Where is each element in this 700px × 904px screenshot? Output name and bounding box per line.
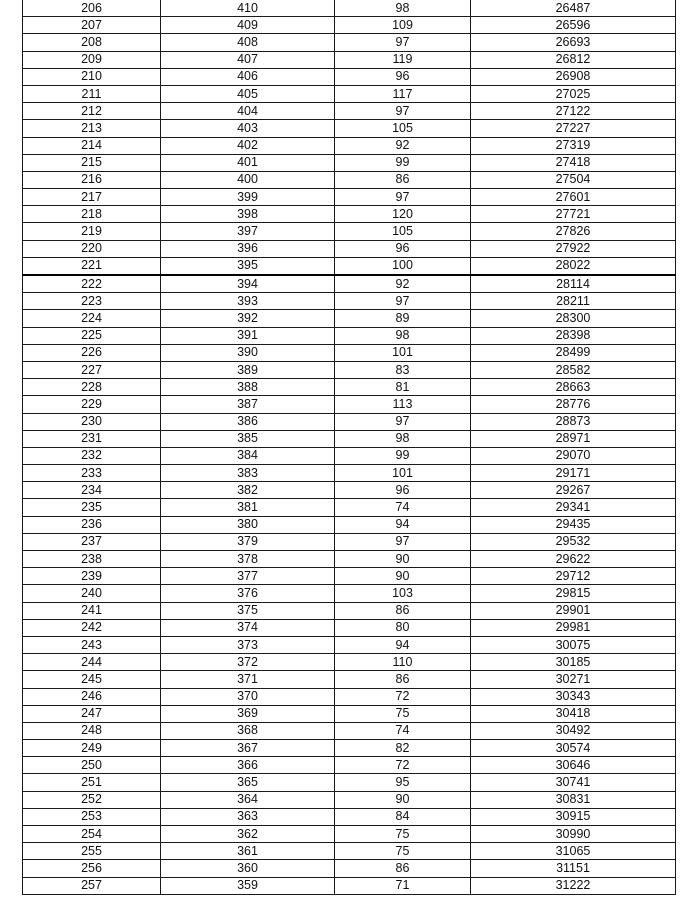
score-cell: 362: [161, 826, 335, 843]
score-cell: 393: [161, 293, 335, 310]
cumulative-cell: 27721: [471, 206, 676, 223]
rank-cell: 238: [23, 551, 161, 568]
table-row: [23, 757, 676, 774]
table-row: [23, 705, 676, 722]
cumulative-cell: 27319: [471, 137, 676, 154]
cumulative-cell: 28663: [471, 379, 676, 396]
count-cell: 92: [335, 275, 471, 293]
score-cell: 406: [161, 68, 335, 85]
count-cell: 90: [335, 791, 471, 808]
table-row: [23, 585, 676, 602]
score-cell: 409: [161, 17, 335, 34]
score-cell: 400: [161, 171, 335, 188]
table-row: [23, 551, 676, 568]
table-row: [23, 361, 676, 378]
table-row: [23, 826, 676, 843]
score-cell: 367: [161, 740, 335, 757]
cumulative-cell: 30831: [471, 791, 676, 808]
cumulative-cell: 28022: [471, 257, 676, 275]
score-cell: 386: [161, 413, 335, 430]
count-cell: 86: [335, 860, 471, 877]
score-cell: 392: [161, 310, 335, 327]
score-cell: 383: [161, 465, 335, 482]
cumulative-cell: 29435: [471, 516, 676, 533]
rank-cell: 239: [23, 568, 161, 585]
cumulative-cell: 26596: [471, 17, 676, 34]
table-row: [23, 137, 676, 154]
count-cell: 105: [335, 120, 471, 137]
rank-cell: 249: [23, 740, 161, 757]
count-cell: 97: [335, 103, 471, 120]
rank-cell: 223: [23, 293, 161, 310]
cumulative-cell: 29171: [471, 465, 676, 482]
cumulative-cell: 27227: [471, 120, 676, 137]
score-cell: 391: [161, 327, 335, 344]
cumulative-cell: 26693: [471, 34, 676, 51]
table-row: [23, 688, 676, 705]
table-row: [23, 722, 676, 739]
score-cell: 373: [161, 636, 335, 653]
count-cell: 84: [335, 808, 471, 825]
table-row: [23, 791, 676, 808]
table-row: [23, 0, 676, 17]
table-row: [23, 223, 676, 240]
rank-cell: 233: [23, 465, 161, 482]
cumulative-cell: 29532: [471, 533, 676, 550]
count-cell: 99: [335, 154, 471, 171]
rank-cell: 257: [23, 877, 161, 894]
table-row: [23, 808, 676, 825]
rank-cell: 209: [23, 51, 161, 68]
count-cell: 72: [335, 688, 471, 705]
rank-cell: 230: [23, 413, 161, 430]
count-cell: 74: [335, 499, 471, 516]
count-cell: 96: [335, 68, 471, 85]
score-cell: 395: [161, 257, 335, 275]
table-row: [23, 516, 676, 533]
cumulative-cell: 30271: [471, 671, 676, 688]
count-cell: 83: [335, 361, 471, 378]
count-cell: 94: [335, 636, 471, 653]
rank-cell: 213: [23, 120, 161, 137]
cumulative-cell: 30075: [471, 636, 676, 653]
table-row: [23, 568, 676, 585]
count-cell: 97: [335, 413, 471, 430]
score-cell: 404: [161, 103, 335, 120]
score-cell: 385: [161, 430, 335, 447]
score-cell: 359: [161, 877, 335, 894]
score-cell: 366: [161, 757, 335, 774]
table-row: [23, 877, 676, 894]
cumulative-cell: 30418: [471, 705, 676, 722]
score-cell: 368: [161, 722, 335, 739]
table-row: [23, 860, 676, 877]
rank-cell: 232: [23, 447, 161, 464]
cumulative-cell: 29622: [471, 551, 676, 568]
table-row: [23, 51, 676, 68]
count-cell: 97: [335, 293, 471, 310]
cumulative-cell: 30915: [471, 808, 676, 825]
table-row: [23, 636, 676, 653]
count-cell: 82: [335, 740, 471, 757]
score-cell: 398: [161, 206, 335, 223]
count-cell: 97: [335, 189, 471, 206]
count-cell: 86: [335, 671, 471, 688]
table-row: [23, 774, 676, 791]
count-cell: 98: [335, 0, 471, 17]
cumulative-cell: 30492: [471, 722, 676, 739]
rank-cell: 224: [23, 310, 161, 327]
count-cell: 92: [335, 137, 471, 154]
score-cell: 364: [161, 791, 335, 808]
rank-cell: 208: [23, 34, 161, 51]
score-cell: 405: [161, 85, 335, 102]
table-row: [23, 206, 676, 223]
rank-cell: 227: [23, 361, 161, 378]
table-row: [23, 671, 676, 688]
rank-cell: 244: [23, 654, 161, 671]
count-cell: 89: [335, 310, 471, 327]
table-row: [23, 120, 676, 137]
count-cell: 103: [335, 585, 471, 602]
table-row: [23, 275, 676, 293]
rank-cell: 245: [23, 671, 161, 688]
cumulative-cell: 27025: [471, 85, 676, 102]
score-cell: 363: [161, 808, 335, 825]
rank-cell: 221: [23, 257, 161, 275]
count-cell: 75: [335, 705, 471, 722]
rank-cell: 207: [23, 17, 161, 34]
score-cell: 370: [161, 688, 335, 705]
table-row: [23, 171, 676, 188]
cumulative-cell: 29712: [471, 568, 676, 585]
score-cell: 381: [161, 499, 335, 516]
rank-cell: 252: [23, 791, 161, 808]
rank-cell: 246: [23, 688, 161, 705]
cumulative-cell: 31151: [471, 860, 676, 877]
cumulative-cell: 30343: [471, 688, 676, 705]
table-row: [23, 344, 676, 361]
count-cell: 90: [335, 551, 471, 568]
cumulative-cell: 30990: [471, 826, 676, 843]
rank-cell: 216: [23, 171, 161, 188]
score-cell: 360: [161, 860, 335, 877]
rank-cell: 222: [23, 275, 161, 293]
cumulative-cell: 28971: [471, 430, 676, 447]
score-cell: 379: [161, 533, 335, 550]
cumulative-cell: 29815: [471, 585, 676, 602]
cumulative-cell: 30185: [471, 654, 676, 671]
score-cell: 376: [161, 585, 335, 602]
count-cell: 94: [335, 516, 471, 533]
cumulative-cell: 29981: [471, 619, 676, 636]
cumulative-cell: 29341: [471, 499, 676, 516]
count-cell: 71: [335, 877, 471, 894]
rank-cell: 236: [23, 516, 161, 533]
table-row: [23, 482, 676, 499]
table-row: [23, 257, 676, 275]
rank-cell: 218: [23, 206, 161, 223]
count-cell: 119: [335, 51, 471, 68]
score-cell: 387: [161, 396, 335, 413]
score-cell: 384: [161, 447, 335, 464]
table-row: [23, 85, 676, 102]
count-cell: 101: [335, 465, 471, 482]
score-cell: 403: [161, 120, 335, 137]
count-cell: 97: [335, 34, 471, 51]
score-cell: 375: [161, 602, 335, 619]
count-cell: 96: [335, 240, 471, 257]
table-row: [23, 293, 676, 310]
cumulative-cell: 27418: [471, 154, 676, 171]
table-row: [23, 327, 676, 344]
table-row: [23, 379, 676, 396]
rank-cell: 237: [23, 533, 161, 550]
rank-cell: 243: [23, 636, 161, 653]
rank-cell: 251: [23, 774, 161, 791]
score-cell: 396: [161, 240, 335, 257]
count-cell: 86: [335, 171, 471, 188]
rank-cell: 242: [23, 619, 161, 636]
rank-cell: 220: [23, 240, 161, 257]
rank-cell: 211: [23, 85, 161, 102]
score-cell: 402: [161, 137, 335, 154]
table-row: [23, 240, 676, 257]
cumulative-cell: 27122: [471, 103, 676, 120]
cumulative-cell: 28300: [471, 310, 676, 327]
rank-cell: 214: [23, 137, 161, 154]
table-row: [23, 17, 676, 34]
cumulative-cell: 28776: [471, 396, 676, 413]
cumulative-cell: 27826: [471, 223, 676, 240]
count-cell: 120: [335, 206, 471, 223]
cumulative-cell: 28582: [471, 361, 676, 378]
table-row: [23, 465, 676, 482]
count-cell: 81: [335, 379, 471, 396]
table-row: [23, 154, 676, 171]
cumulative-cell: 29267: [471, 482, 676, 499]
rank-cell: 247: [23, 705, 161, 722]
rank-cell: 235: [23, 499, 161, 516]
count-cell: 90: [335, 568, 471, 585]
count-cell: 110: [335, 654, 471, 671]
score-cell: 361: [161, 843, 335, 860]
count-cell: 113: [335, 396, 471, 413]
cumulative-cell: 28211: [471, 293, 676, 310]
rank-cell: 234: [23, 482, 161, 499]
cumulative-cell: 27504: [471, 171, 676, 188]
score-cell: 401: [161, 154, 335, 171]
table-row: [23, 602, 676, 619]
table-row: [23, 189, 676, 206]
rank-cell: 206: [23, 0, 161, 17]
count-cell: 109: [335, 17, 471, 34]
score-cell: 374: [161, 619, 335, 636]
table-row: [23, 103, 676, 120]
count-cell: 75: [335, 826, 471, 843]
rank-cell: 254: [23, 826, 161, 843]
cumulative-cell: 26908: [471, 68, 676, 85]
table-row: [23, 413, 676, 430]
count-cell: 72: [335, 757, 471, 774]
rank-cell: 215: [23, 154, 161, 171]
count-cell: 100: [335, 257, 471, 275]
count-cell: 98: [335, 430, 471, 447]
rank-cell: 212: [23, 103, 161, 120]
cumulative-cell: 29070: [471, 447, 676, 464]
table-row: [23, 499, 676, 516]
table-row: [23, 654, 676, 671]
table-row: [23, 310, 676, 327]
rank-cell: 225: [23, 327, 161, 344]
table-row: [23, 740, 676, 757]
table-row: [23, 34, 676, 51]
count-cell: 105: [335, 223, 471, 240]
cumulative-cell: 31222: [471, 877, 676, 894]
table-row: [23, 396, 676, 413]
score-cell: 410: [161, 0, 335, 17]
table-row: [23, 533, 676, 550]
score-cell: 380: [161, 516, 335, 533]
cumulative-cell: 30741: [471, 774, 676, 791]
cumulative-cell: 26487: [471, 0, 676, 17]
rank-cell: 240: [23, 585, 161, 602]
count-cell: 97: [335, 533, 471, 550]
count-cell: 117: [335, 85, 471, 102]
score-cell: 390: [161, 344, 335, 361]
cumulative-cell: 31065: [471, 843, 676, 860]
score-cell: 382: [161, 482, 335, 499]
score-cell: 371: [161, 671, 335, 688]
count-cell: 75: [335, 843, 471, 860]
cumulative-cell: 28873: [471, 413, 676, 430]
rank-cell: 219: [23, 223, 161, 240]
rank-cell: 256: [23, 860, 161, 877]
cumulative-cell: 27922: [471, 240, 676, 257]
data-table-container: [22, 0, 675, 895]
count-cell: 96: [335, 482, 471, 499]
score-cell: 377: [161, 568, 335, 585]
rank-cell: 229: [23, 396, 161, 413]
rank-cell: 253: [23, 808, 161, 825]
cumulative-cell: 26812: [471, 51, 676, 68]
table-row: [23, 430, 676, 447]
rank-cell: 210: [23, 68, 161, 85]
cumulative-cell: 30646: [471, 757, 676, 774]
score-cell: 365: [161, 774, 335, 791]
table-row: [23, 843, 676, 860]
table-body: [23, 0, 676, 894]
count-cell: 74: [335, 722, 471, 739]
count-cell: 99: [335, 447, 471, 464]
data-table: [22, 0, 676, 895]
score-cell: 407: [161, 51, 335, 68]
rank-cell: 228: [23, 379, 161, 396]
table-row: [23, 68, 676, 85]
rank-cell: 248: [23, 722, 161, 739]
cumulative-cell: 30574: [471, 740, 676, 757]
rank-cell: 231: [23, 430, 161, 447]
rank-cell: 217: [23, 189, 161, 206]
score-cell: 408: [161, 34, 335, 51]
rank-cell: 226: [23, 344, 161, 361]
count-cell: 101: [335, 344, 471, 361]
rank-cell: 241: [23, 602, 161, 619]
score-cell: 369: [161, 705, 335, 722]
score-cell: 372: [161, 654, 335, 671]
score-cell: 399: [161, 189, 335, 206]
score-cell: 378: [161, 551, 335, 568]
rank-cell: 255: [23, 843, 161, 860]
score-cell: 397: [161, 223, 335, 240]
score-cell: 394: [161, 275, 335, 293]
count-cell: 86: [335, 602, 471, 619]
count-cell: 98: [335, 327, 471, 344]
score-cell: 388: [161, 379, 335, 396]
cumulative-cell: 27601: [471, 189, 676, 206]
score-cell: 389: [161, 361, 335, 378]
cumulative-cell: 29901: [471, 602, 676, 619]
cumulative-cell: 28398: [471, 327, 676, 344]
count-cell: 80: [335, 619, 471, 636]
table-row: [23, 447, 676, 464]
count-cell: 95: [335, 774, 471, 791]
cumulative-cell: 28499: [471, 344, 676, 361]
rank-cell: 250: [23, 757, 161, 774]
cumulative-cell: 28114: [471, 275, 676, 293]
table-row: [23, 619, 676, 636]
